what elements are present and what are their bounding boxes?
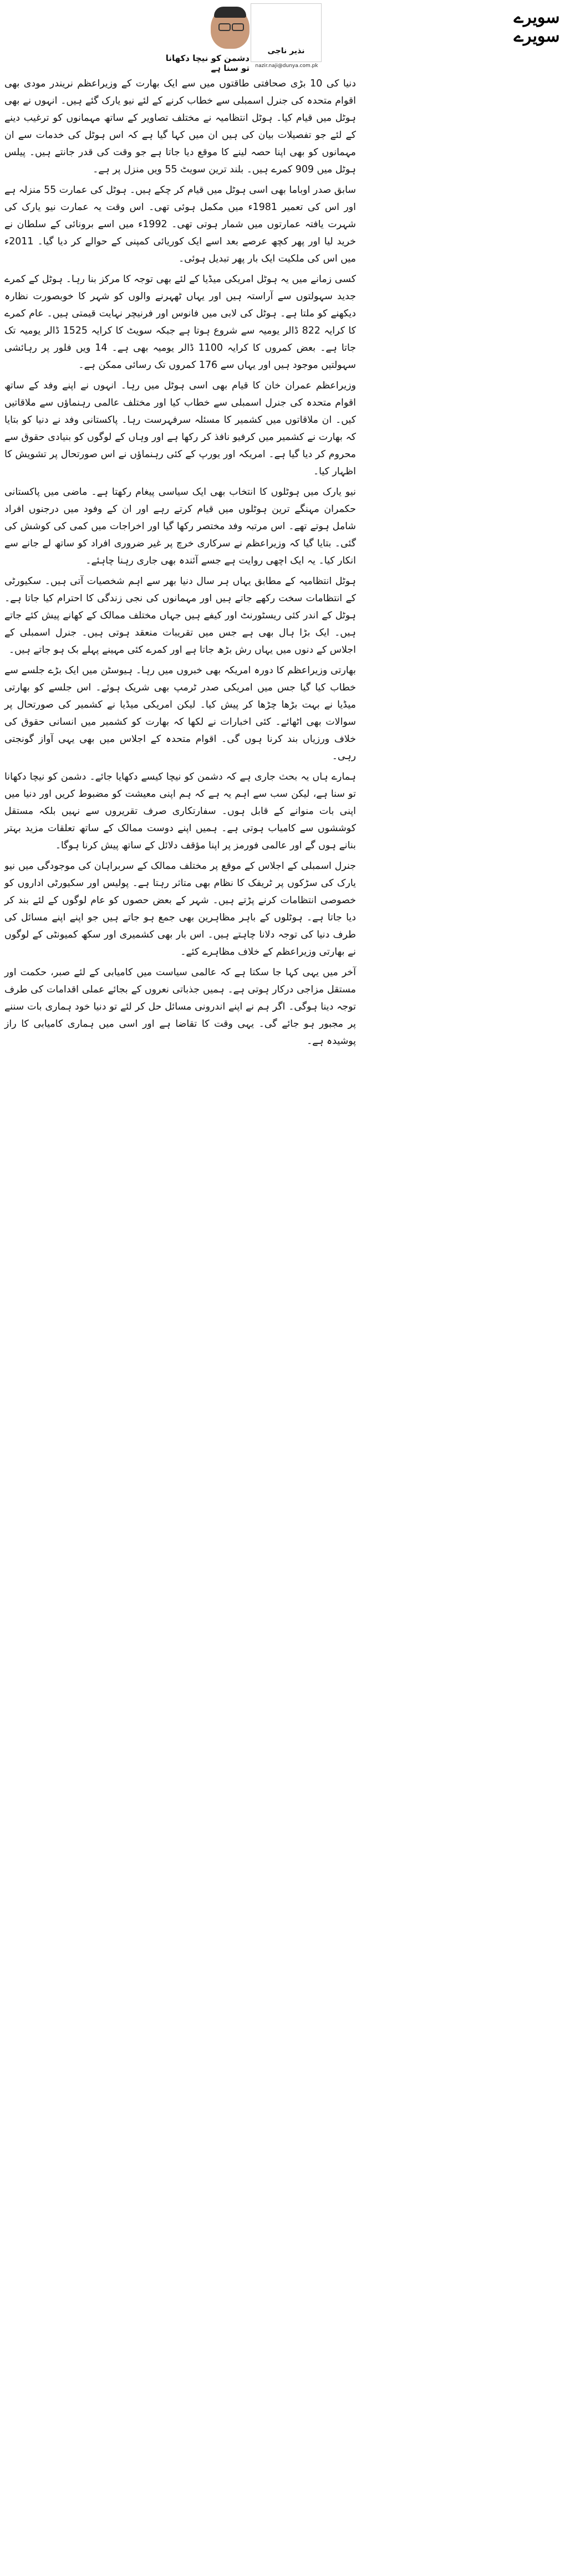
article-paragraph: نیو یارک میں ہوٹلوں کا انتخاب بھی ایک سیاسی پیغام رکھتا ہے۔ ماضی میں پاکستانی حکمران مہنگے ترین ہوٹلوں میں قیام کرتے رہے اور ان کے وفود میں درجنوں افراد شامل ہوتے تھے۔ اس مرتبہ وفد مختصر رکھا گیا اور اخراجات میں کمی کی کوشش کی گئی۔ بتایا گیا کہ وزیراعظم نے سرکاری خرچ پر غیر ضروری افراد کو ساتھ لے جانے سے انکار کیا۔ یہ ایک اچھی روایت ہے جسے آئندہ بھی جاری رہنا چاہئے۔ xyxy=(4,486,356,566)
author-photo xyxy=(211,7,250,49)
author-glasses-left xyxy=(218,23,231,31)
author-glasses-right xyxy=(232,23,244,31)
article-paragraph: سابق صدر اوباما بھی اسی ہوٹل میں قیام کر چکے ہیں۔ ہوٹل کی عمارت 55 منزلہ ہے اور اس کی تعمیر 1981ء میں مکمل ہوئی تھی۔ اس وقت یہ عمارت نیو یارک کی شہرت یافتہ عمارتوں میں شمار ہوتی تھی۔ 1992ء میں اسے برونائی کے سلطان نے خرید لیا اور پھر کچھ عرصے بعد اسے ایک کوریائی کمپنی کے حوالے کر دیا گیا۔ 2011ء میں اس کی ملکیت ایک بار پھر تبدیل ہوئی۔ xyxy=(4,185,356,264)
author-hair xyxy=(214,7,246,18)
article-paragraph: ہوٹل انتظامیہ کے مطابق یہاں ہر سال دنیا بھر سے اہم شخصیات آتی ہیں۔ سکیورٹی کے انتظامات سخت رکھے جاتے ہیں اور مہمانوں کی نجی زندگی کا احترام کیا جاتا ہے۔ ہوٹل کے اندر کئی ریسٹورنٹ اور کیفے ہیں جہاں مختلف ممالک کے کھانے پیش کئے جاتے ہیں۔ ایک بڑا ہال بھی ہے جس میں تقریبات منعقد ہوتی ہیں۔ جنرل اسمبلی کے اجلاس کے دنوں میں یہاں رش بڑھ جاتا ہے اور کمرے کئی مہینے پہلے بک ہو جاتے ہیں۔ xyxy=(4,576,356,655)
article-paragraph: وزیراعظم عمران خان کا قیام بھی اسی ہوٹل میں رہا۔ انہوں نے اپنے وفد کے ساتھ اقوام متحدہ کی جنرل اسمبلی سے خطاب کیا اور مختلف عالمی رہنماؤں سے ملاقاتیں کیں۔ ان ملاقاتوں میں کشمیر کا مسئلہ سرفہرست رہا۔ پاکستانی وفد نے دنیا کو بتایا کہ بھارت نے کشمیر میں کرفیو نافذ کر رکھا ہے اور وہاں کے لوگوں کو بنیادی حقوق سے محروم کر دیا گیا ہے۔ امریکہ اور یورپ کے کئی رہنماؤں نے اس صورتحال پر تشویش کا اظہار کیا۔ xyxy=(4,380,356,477)
author-name: نذیر ناجی xyxy=(267,47,305,55)
article-paragraph: بھارتی وزیراعظم کا دورہ امریکہ بھی خبروں میں رہا۔ ہیوسٹن میں ایک بڑے جلسے سے خطاب کیا گیا جس میں امریکی صدر ٹرمپ بھی شریک ہوئے۔ اس جلسے کو بھارتی میڈیا نے بہت بڑھا چڑھا کر پیش کیا۔ لیکن امریکی میڈیا نے کشمیر کی صورتحال پر سوالات بھی اٹھائے۔ کئی اخبارات نے لکھا کہ بھارت کو کشمیر میں انسانی حقوق کی خلاف ورزیاں بند کرنا ہوں گی۔ اقوام متحدہ کے اجلاس میں بھی یہی آواز گونجتی رہی۔ xyxy=(4,665,356,762)
article-paragraph: کسی زمانے میں یہ ہوٹل امریکی میڈیا کے لئے بھی توجہ کا مرکز بنا رہا۔ ہوٹل کے کمرے جدید سہولتوں سے آراستہ ہیں اور یہاں ٹھہرنے والوں کو شہر کا خوبصورت نظارہ دیکھنے کو ملتا ہے۔ ہوٹل کی لابی میں فانوس اور فرنیچر نہایت قیمتی ہیں۔ عام کمرے کا کرایہ 822 ڈالر یومیہ سے شروع ہوتا ہے جبکہ سویٹ کا کرایہ 1525 ڈالر یومیہ تک جاتا ہے۔ بعض کمروں کا کرایہ 1100 ڈالر یومیہ بھی ہے۔ 14 ویں فلور پر رہائشی سہولتیں موجود ہیں اور یہاں سے 176 کمروں تک رسائی ممکن ہے۔ xyxy=(4,274,357,371)
logo-line-2: سویرے xyxy=(513,27,560,46)
column-logo xyxy=(503,8,570,64)
author-email: nazir.naji@dunya.com.pk xyxy=(255,63,318,69)
article-paragraph: آخر میں یہی کہا جا سکتا ہے کہ عالمی سیاست میں کامیابی کے لئے صبر، حکمت اور مستقل مزاجی درکار ہوتی ہے۔ ہمیں جذباتی نعروں کے بجائے عملی اقدامات کی طرف توجہ دینا ہوگی۔ اگر ہم نے اپنے اندرونی مسائل حل کر لئے تو دنیا خود ہماری بات سننے پر مجبور ہو جائے گی۔ یہی وقت کا تقاضا ہے اور اسی میں ہماری کامیابی کا راز پوشیدہ ہے۔ xyxy=(4,967,356,1047)
column-headline: دشمن کو نیچا دکھانا تو سنا ہے xyxy=(165,53,250,73)
article-body xyxy=(4,75,356,1053)
article-paragraph: ہمارے ہاں یہ بحث جاری ہے کہ دشمن کو نیچا کیسے دکھایا جائے۔ دشمن کو نیچا دکھانا تو سنا ہے، لیکن سب سے اہم یہ ہے کہ ہم اپنی معیشت کو مضبوط کریں اور دنیا میں اپنی بات منوانے کے قابل ہوں۔ سفارتکاری صرف تقریروں سے نہیں بلکہ مستقل کوششوں سے کامیاب ہوتی ہے۔ ہمیں اپنے دوست ممالک کے ساتھ تعلقات مزید بہتر بنانے ہوں گے اور عالمی فورمز پر اپنا مؤقف دلائل کے ساتھ پیش کرنا ہوگا۔ xyxy=(4,771,356,851)
article-paragraph: دنیا کی 10 بڑی صحافتی طاقتوں میں سے ایک بھارت کے وزیراعظم نریندر مودی بھی اقوام متحدہ کی جنرل اسمبلی سے خطاب کرنے کے لئے نیو یارک گئے ہیں۔ انہوں نے بھی ہوٹل میں قیام کیا۔ ہوٹل انتظامیہ نے مختلف تصاویر کے ساتھ مہمانوں کو ترغیب دینے کے لئے جو تفصیلات بیان کی ہیں ان میں کہا گیا ہے کہ اس ہوٹل کی خدمات سے ان مہمانوں کو بھی اپنا حصہ لینے کا موقع دیا جاتا ہے جو وقت کی قدر جانتے ہیں۔ پیلس ہوٹل میں 909 کمرے ہیں۔ بلند ترین سویٹ 55 ویں منزل پر ہے۔ xyxy=(4,78,356,175)
logo-line-1: سویرے xyxy=(513,8,560,27)
article-paragraph: جنرل اسمبلی کے اجلاس کے موقع پر مختلف ممالک کے سربراہان کی موجودگی میں نیو یارک کی سڑکوں پر ٹریفک کا نظام بھی متاثر رہتا ہے۔ پولیس اور سکیورٹی اداروں کو خصوصی انتظامات کرنے پڑتے ہیں۔ شہر کے بعض حصوں کو عام لوگوں کے لئے بند کر دیا جاتا ہے۔ ہوٹلوں کے باہر مظاہرین بھی جمع ہو جاتے ہیں جو اپنے اپنے مسائل کی طرف دنیا کی توجہ دلانا چاہتے ہیں۔ اس بار بھی کشمیری اور سکھ کمیونٹی کے لوگوں نے بھارتی وزیراعظم کے خلاف مظاہرے کئے۔ xyxy=(4,861,356,957)
column-header xyxy=(0,0,560,73)
